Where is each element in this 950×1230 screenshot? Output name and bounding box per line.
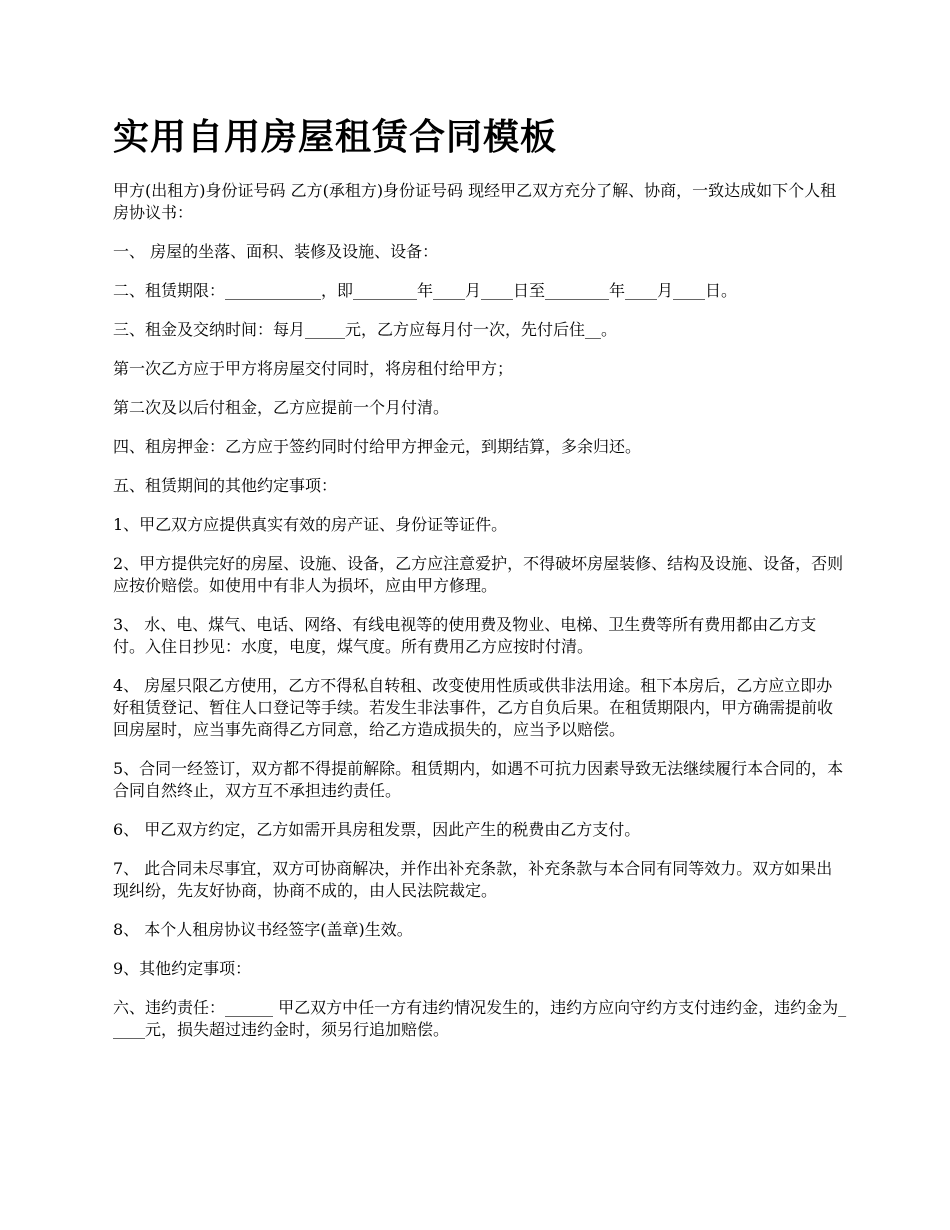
paragraph-section-2-term: 二、租赁期限：____________，即________年____月____日至________年____月____日。 xyxy=(113,281,738,300)
paragraph-clause-9: 9、其他约定事项： xyxy=(113,959,252,978)
paragraph-clause-5: 5、合同一经签订，双方都不得提前解除。租赁期内，如遇不可抗力因素导致无法继续履行本合同的，本合同自然终止，双方互不承担违约责任。 xyxy=(113,759,844,800)
paragraph-first-payment: 第一次乙方应于甲方将房屋交付同时，将房租付给甲方； xyxy=(113,359,514,378)
paragraph-clause-7: 7、 此合同未尽事宜，双方可协商解决，并作出补充条款，补充条款与本合同有同等效力。双方如果出现纠纷，先友好协商，协商不成的，由人民法院裁定。 xyxy=(113,859,833,900)
document-title: 实用自用房屋租赁合同模板 xyxy=(113,116,558,158)
paragraph-section-4-deposit: 四、租房押金：乙方应于签约同时付给甲方押金元，到期结算，多余归还。 xyxy=(113,437,642,456)
paragraph-section-5-other-terms: 五、租赁期间的其他约定事项： xyxy=(113,476,338,495)
paragraph-clause-2: 2、甲方提供完好的房屋、设施、设备，乙方应注意爱护，不得破坏房屋装修、结构及设施、设备，否则应按价赔偿。如使用中有非人为损坏，应由甲方修理。 xyxy=(113,554,844,595)
paragraph-section-3-rent: 三、租金及交纳时间：每月_____元，乙方应每月付一次，先付后住__。 xyxy=(113,320,618,339)
paragraph-clause-6: 6、 甲乙双方约定，乙方如需开具房租发票，因此产生的税费由乙方支付。 xyxy=(113,820,641,839)
document-page xyxy=(113,112,848,1058)
paragraph-clause-8: 8、 本个人租房协议书经签字(盖章)生效。 xyxy=(113,920,413,939)
paragraph-clause-3: 3、 水、电、煤气、电话、网络、有线电视等的使用费及物业、电梯、卫生费等所有费用都由乙方支付。入住日抄见：水度，电度，煤气度。所有费用乙方应按时付清。 xyxy=(113,615,817,656)
paragraph-clause-1: 1、甲乙双方应提供真实有效的房产证、身份证等证件。 xyxy=(113,515,508,534)
paragraph-subsequent-payment: 第二次及以后付租金，乙方应提前一个月付清。 xyxy=(113,398,450,417)
paragraph-clause-4: 4、 房屋只限乙方使用，乙方不得私自转租、改变使用性质或供非法用途。租下本房后，乙方应立即办好租赁登记、暂住人口登记等手续。若发生非法事件，乙方自负后果。在租赁期限内，甲方确需提前收回房屋时，应当事先商得乙方同意，给乙方造成损失的，应当予以赔偿。 xyxy=(113,676,834,739)
paragraph-section-6-breach: 六、违约责任：______ 甲乙双方中任一方有违约情况发生的，违约方应向守约方支付违约金，违约金为_____元，损失超过违约金时，须另行追加赔偿。 xyxy=(113,998,847,1039)
paragraph-intro: 甲方(出租方)身份证号码 乙方(承租方)身份证号码 现经甲乙双方充分了解、协商，一致达成如下个人租房协议书： xyxy=(113,181,837,222)
paragraph-section-1: 一、 房屋的坐落、面积、装修及设施、设备： xyxy=(113,242,439,261)
